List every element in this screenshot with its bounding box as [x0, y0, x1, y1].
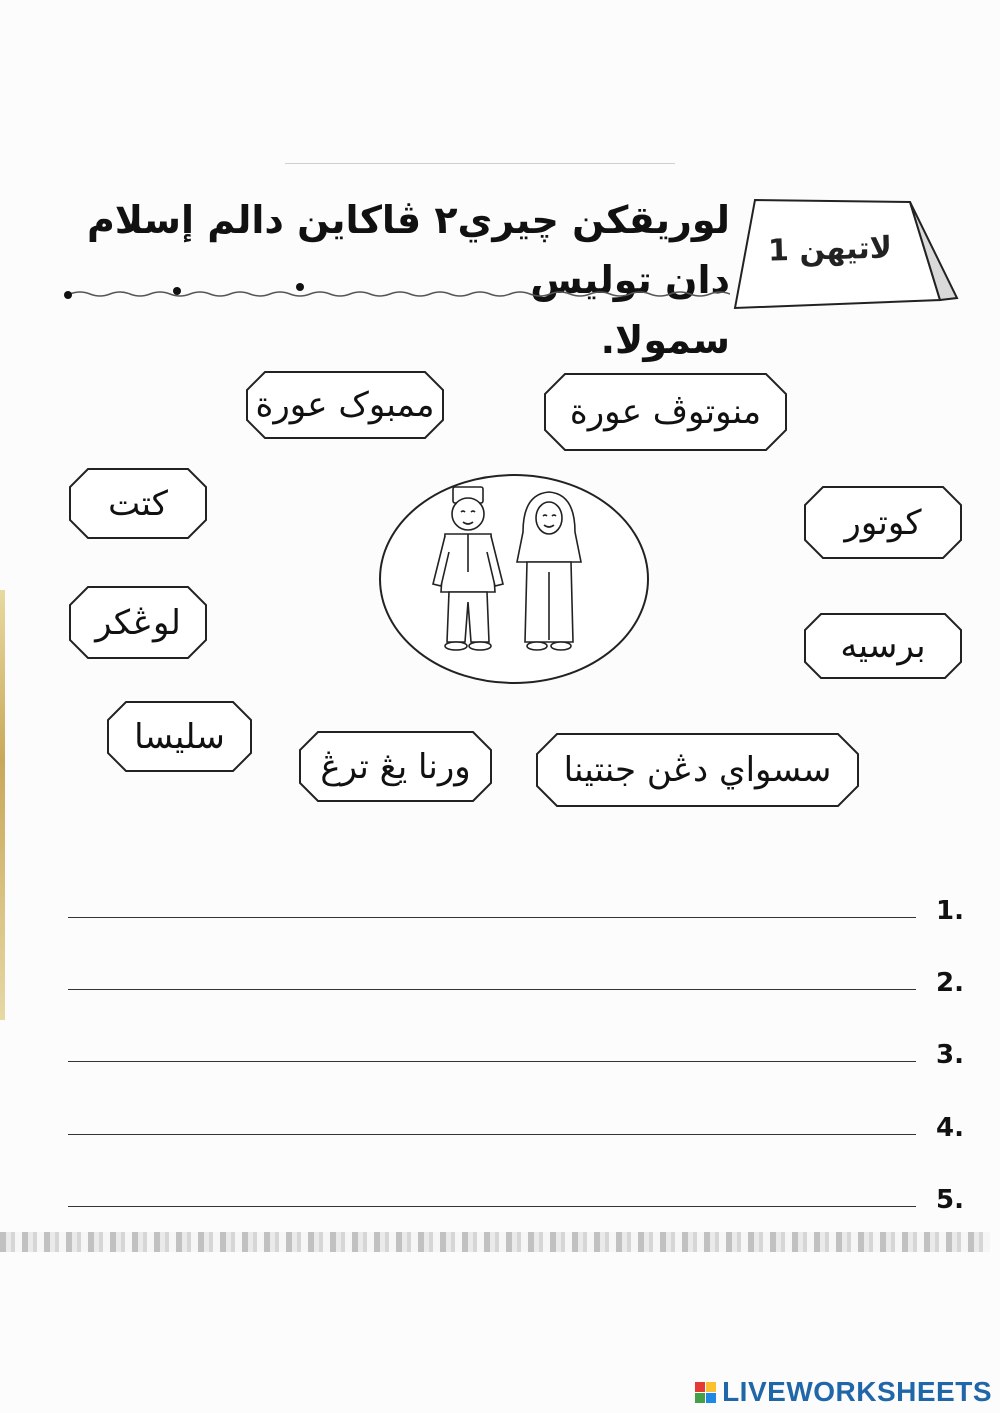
instruction-line-1: لوريقكن چيري٢ ڤاكاين دالم إسلام دان توليس — [86, 198, 730, 302]
word-text: سليسا — [134, 716, 225, 757]
word-text: كوتور — [844, 502, 922, 543]
answer-rule — [68, 989, 916, 991]
word-text: سسواي دڠن جنتينا — [563, 750, 832, 790]
answer-number: 2. — [936, 968, 964, 998]
instruction-line-2: سمولا. — [600, 318, 730, 362]
word-text: منوتوڤ عورة — [569, 392, 762, 432]
guide-line — [60, 282, 730, 302]
brand-text: LIVEWORKSHEETS — [722, 1376, 992, 1407]
scan-edge — [0, 590, 5, 1020]
word-box-2 — [543, 372, 788, 452]
word-text: برسيه — [840, 626, 926, 666]
word-box-1 — [245, 370, 445, 440]
answer-number: 3. — [936, 1040, 964, 1070]
word-text: لوڠكر — [95, 602, 181, 643]
word-box-5 — [68, 585, 208, 660]
answer-number: 5. — [936, 1185, 964, 1215]
answer-number: 1. — [936, 896, 964, 926]
word-text: ممبوک عورة — [255, 385, 435, 425]
word-box-8 — [298, 730, 493, 803]
answer-line-5[interactable] — [68, 1175, 968, 1215]
word-box-7 — [106, 700, 253, 773]
word-text: ورنا يڠ ترڠ — [320, 746, 471, 787]
instruction-text — [80, 190, 730, 370]
answer-rule — [68, 1134, 916, 1136]
girl-figure — [517, 492, 581, 650]
answer-line-2[interactable] — [68, 958, 968, 998]
liveworksheets-logo — [695, 1375, 992, 1409]
top-rule — [285, 163, 675, 164]
answer-rule — [68, 1061, 916, 1063]
decorative-border — [0, 1232, 990, 1252]
children-illustration — [377, 472, 652, 687]
answer-rule — [68, 1206, 916, 1208]
word-box-3 — [68, 467, 208, 540]
logo-badge-icon — [695, 1382, 716, 1403]
answer-line-3[interactable] — [68, 1030, 968, 1070]
exercise-tag-label: لاتيهن 1 — [767, 230, 893, 269]
word-box-6 — [803, 612, 963, 680]
word-box-4 — [803, 485, 963, 560]
word-box-9 — [535, 732, 860, 808]
answer-line-4[interactable] — [68, 1103, 968, 1143]
word-text: كتت — [108, 483, 168, 524]
answer-rule — [68, 917, 916, 919]
answer-line-1[interactable] — [68, 886, 968, 926]
answer-number: 4. — [936, 1113, 964, 1143]
